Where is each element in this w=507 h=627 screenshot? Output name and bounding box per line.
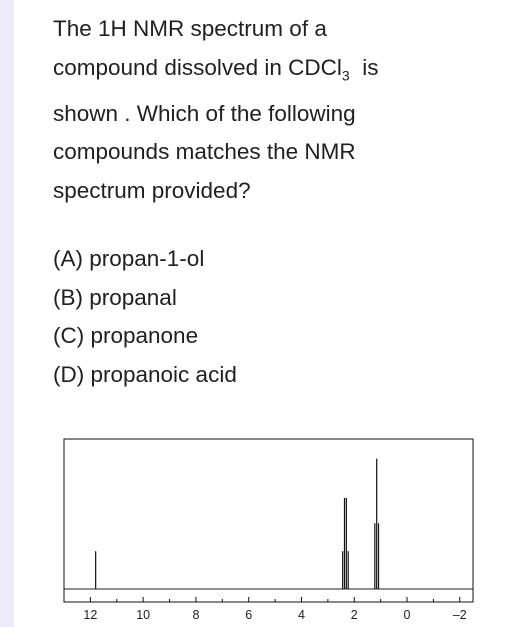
option-b[interactable]: (B) propanal bbox=[53, 284, 177, 310]
question-line-2-end: is bbox=[349, 54, 379, 80]
x-tick-label-0: 12 bbox=[83, 608, 98, 622]
question-line-2-text: compound dissolved in CDCl bbox=[53, 54, 342, 80]
peaks-group bbox=[96, 459, 379, 589]
answer-options bbox=[53, 240, 237, 394]
x-tick-label-6: 0 bbox=[403, 608, 411, 622]
plot-frame bbox=[64, 439, 473, 602]
nmr-spectrum-chart bbox=[50, 430, 480, 625]
x-tick-label-5: 2 bbox=[350, 608, 358, 622]
x-tick-label-7: –2 bbox=[452, 608, 467, 622]
question-line-5: spectrum provided? bbox=[53, 177, 251, 203]
left-margin-strip bbox=[0, 0, 14, 627]
subscript-3: 3 bbox=[341, 67, 350, 83]
x-tick-label-2: 8 bbox=[192, 608, 200, 622]
question-line-2 bbox=[53, 49, 493, 95]
option-c[interactable]: (C) propanone bbox=[53, 323, 199, 348]
x-axis-ticks bbox=[64, 597, 467, 622]
question-line-3: shown . Which of the following bbox=[53, 100, 356, 126]
question-line-4: compounds matches the NMR bbox=[53, 139, 356, 164]
option-a[interactable]: (A) propan-1-ol bbox=[53, 246, 205, 271]
question-line-1: The 1H NMR spectrum of a bbox=[53, 16, 327, 41]
option-d[interactable]: (D) propanoic acid bbox=[53, 361, 237, 387]
question-text bbox=[53, 10, 493, 210]
x-tick-label-3: 6 bbox=[245, 608, 253, 622]
x-tick-label-4: 4 bbox=[298, 608, 305, 622]
x-tick-label-1: 10 bbox=[136, 608, 151, 622]
